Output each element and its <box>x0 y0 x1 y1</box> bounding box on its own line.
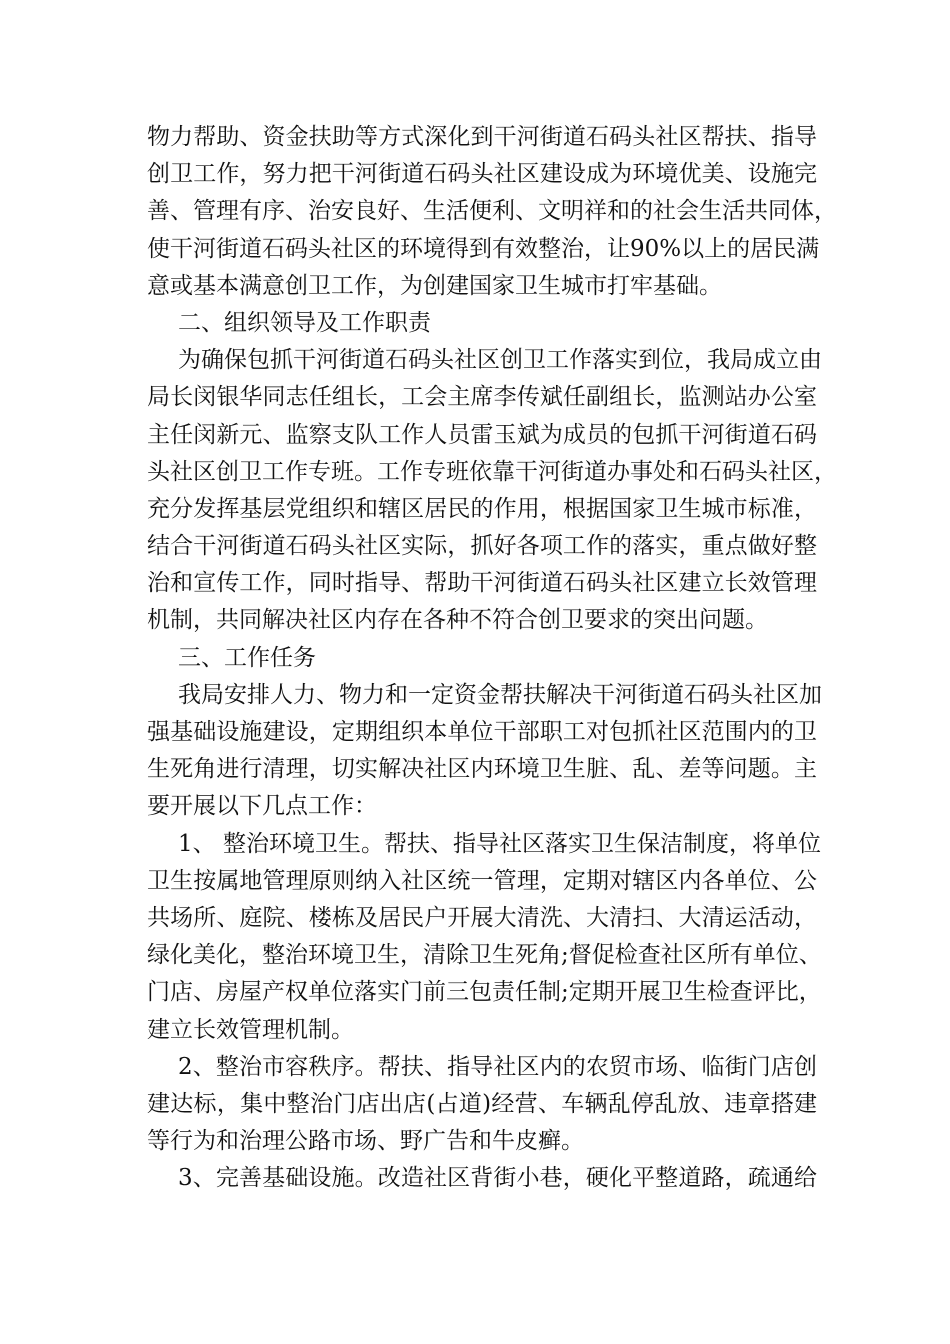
text-line: 二、组织领导及工作职责 <box>178 309 431 336</box>
text-line: 机制，共同解决社区内存在各种不符合创卫要求的突出问题。 <box>147 607 768 634</box>
text-line: 物力帮助、资金扶助等方式深化到干河街道石码头社区帮扶、指导 <box>147 124 817 150</box>
text-line: 建达标，集中整治门店出店(占道)经营、车辆乱停乱放、违章搭建 <box>147 1090 817 1117</box>
text-line: 3、完善基础设施。改造社区背街小巷，硬化平整道路，疏通给 <box>178 1165 817 1192</box>
text-line: 卫生按属地管理原则纳入社区统一管理，定期对辖区内各单位、公 <box>147 867 817 894</box>
text-line: 门店、房屋产权单位落实门前三包责任制;定期开展卫生检查评比， <box>147 979 822 1006</box>
text-line: 创卫工作，努力把干河街道石码头社区建设成为环境优美、设施完 <box>147 161 817 188</box>
text-line: 结合干河街道石码头社区实际，抓好各项工作的落实，重点做好整 <box>147 533 817 560</box>
text-line: 等行为和治理公路市场、野广告和牛皮癣。 <box>147 1128 584 1155</box>
text-line: 使干河街道石码头社区的环境得到有效整治，让90%以上的居民满 <box>147 235 820 262</box>
text-line: 我局安排人力、物力和一定资金帮扶解决干河街道石码头社区加 <box>178 681 822 708</box>
text-line: 治和宣传工作，同时指导、帮助干河街道石码头社区建立长效管理 <box>147 570 817 597</box>
text-line: 充分发挥基层党组织和辖区居民的作用，根据国家卫生城市标准， <box>147 495 817 522</box>
text-line: 局长闵银华同志任组长，工会主席李传斌任副组长，监测站办公室 <box>147 384 817 411</box>
text-line: 共场所、庭院、楼栋及居民户开展大清洗、大清扫、大清运活动， <box>147 904 817 931</box>
text-line: 头社区创卫工作专班。工作专班依靠干河街道办事处和石码头社区， <box>147 458 837 485</box>
document-body <box>147 119 837 1197</box>
text-line: 要开展以下几点工作： <box>147 793 377 820</box>
text-line: 生死角进行清理，切实解决社区内环境卫生脏、乱、差等问题。主 <box>147 756 817 783</box>
text-line: 主任闵新元、监察支队工作人员雷玉斌为成员的包抓干河街道石码 <box>147 421 817 448</box>
text-line: 为确保包抓干河街道石码头社区创卫工作落实到位，我局成立由 <box>178 347 822 374</box>
text-line: 建立长效管理机制。 <box>147 1016 354 1043</box>
text-line: 意或基本满意创卫工作，为创建国家卫生城市打牢基础。 <box>147 272 722 299</box>
text-line: 2、整治市容秩序。帮扶、指导社区内的农贸市场、临街门店创 <box>178 1053 817 1080</box>
text-line: 绿化美化，整治环境卫生，清除卫生死角;督促检查社区所有单位、 <box>147 942 822 969</box>
text-line: 善、管理有序、治安良好、生活便利、文明祥和的社会生活共同体， <box>147 198 837 225</box>
text-line: 强基础设施建设，定期组织本单位干部职工对包抓社区范围内的卫 <box>147 719 817 745</box>
text-line: 1、 整治环境卫生。帮扶、指导社区落实卫生保洁制度，将单位 <box>178 830 821 857</box>
text-line: 三、工作任务 <box>178 644 316 671</box>
